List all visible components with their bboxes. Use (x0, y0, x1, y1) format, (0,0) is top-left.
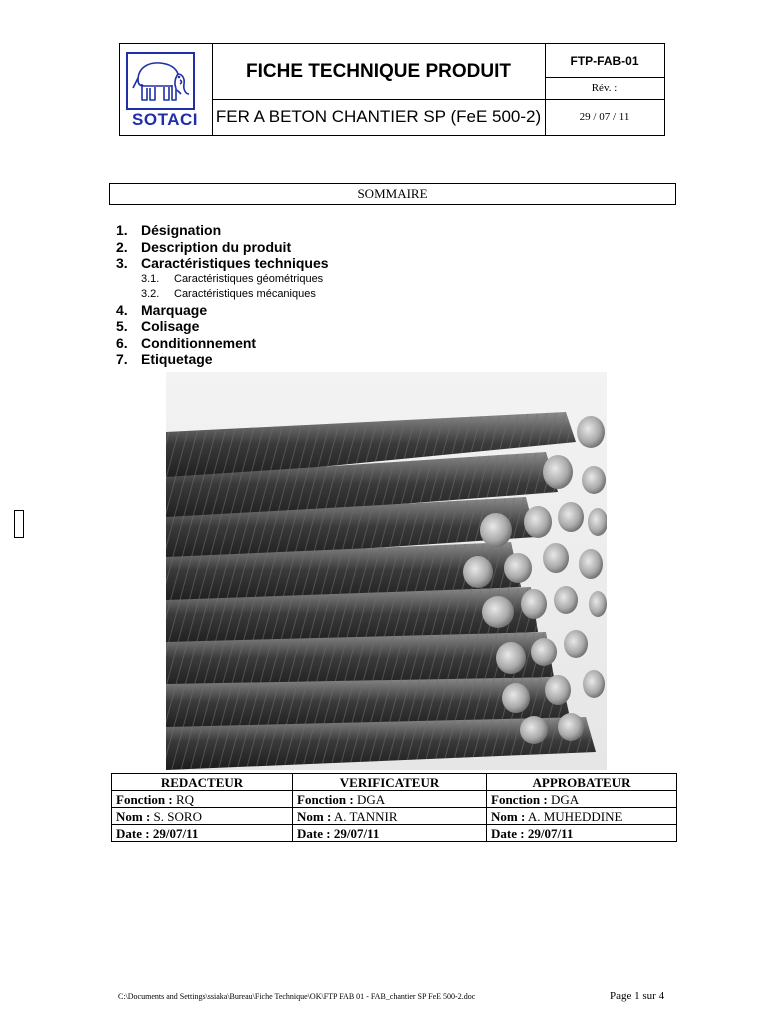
fonction-label: Fonction : (116, 791, 173, 807)
rebar-bundle-photo (166, 372, 607, 770)
toc-item-number: 5. (116, 318, 128, 334)
toc-item[interactable] (116, 255, 516, 272)
column-header-redacteur: REDACTEUR (112, 774, 293, 791)
nom-label: Nom : (297, 808, 332, 824)
revision-label: Rév. : (545, 77, 664, 100)
nom-label: Nom : (491, 808, 526, 824)
elephant-logo-icon (126, 52, 195, 110)
toc-item[interactable] (116, 335, 516, 352)
date-label: Date : (116, 825, 150, 841)
date-cell (293, 825, 487, 842)
toc-item-number: 2. (116, 238, 128, 255)
fonction-value: DGA (356, 791, 386, 807)
toc-item[interactable] (116, 222, 516, 239)
date-cell (112, 825, 293, 842)
toc-subitem-number: 3.2. (141, 287, 160, 300)
toc-item-label: Etiquetage (141, 351, 213, 367)
page-number: Page 1 sur 4 (610, 990, 665, 1002)
document-title: FICHE TECHNIQUE PRODUIT (212, 44, 546, 100)
fonction-value: DGA (550, 791, 580, 807)
text-cursor-icon (14, 510, 24, 538)
toc-item[interactable] (116, 239, 516, 256)
toc-item-number: 1. (116, 222, 128, 238)
footer-file-path: C:\Documents and Settings\ssiaka\Bureau\Fiche Technique\OK\FTP FAB 01 - FAB_chantier SP FeE 500-2.doc (118, 992, 476, 1001)
toc-subitem-number: 3.1. (141, 272, 160, 285)
nom-value: A. MUHEDDINE (527, 808, 623, 824)
column-header-verificateur: VERIFICATEUR (293, 774, 487, 791)
toc-item-label: Caractéristiques techniques (141, 255, 329, 271)
fonction-label: Fonction : (491, 791, 548, 807)
toc-item[interactable] (116, 302, 516, 319)
approval-table (111, 773, 677, 842)
date-row (112, 825, 677, 842)
toc-item-label: Conditionnement (141, 334, 257, 351)
column-header-approbateur: APPROBATEUR (487, 774, 677, 791)
toc-subitem-label: Caractéristiques mécaniques (174, 287, 316, 300)
nom-value: A. TANNIR (333, 808, 398, 824)
product-name: FER A BETON CHANTIER SP (FeE 500-2) (212, 99, 546, 135)
date-value: 29/07/11 (152, 825, 199, 841)
date-value: 29/07/11 (527, 825, 574, 841)
toc-subitem[interactable] (116, 287, 516, 302)
nom-value: S. SORO (153, 808, 202, 824)
nom-cell (293, 808, 487, 825)
toc-item-label: Désignation (141, 222, 222, 238)
fonction-value: RQ (175, 791, 195, 807)
company-logo-text: SOTACI (132, 110, 198, 129)
fonction-label: Fonction : (297, 791, 354, 807)
fonction-row (112, 791, 677, 808)
nom-row (112, 808, 677, 825)
document-header (119, 43, 665, 136)
nom-label: Nom : (116, 808, 151, 824)
sommaire-heading: SOMMAIRE (109, 183, 676, 205)
approval-header-row (112, 774, 677, 791)
toc-item-number: 7. (116, 351, 128, 367)
toc-item-number: 4. (116, 301, 128, 318)
toc-item[interactable] (116, 318, 516, 335)
toc-item-label: Description du produit (141, 238, 292, 255)
document-date: 29 / 07 / 11 (579, 111, 630, 123)
toc-item-number: 6. (116, 334, 128, 351)
date-value: 29/07/11 (333, 825, 380, 841)
date-cell (487, 825, 677, 842)
document-code: FTP-FAB-01 (545, 44, 664, 78)
toc-item-number: 3. (116, 255, 128, 271)
nom-cell (112, 808, 293, 825)
fonction-cell (112, 791, 293, 808)
date-label: Date : (297, 825, 331, 841)
nom-cell (487, 808, 677, 825)
table-of-contents (116, 222, 516, 368)
toc-item-label: Colisage (141, 318, 200, 334)
toc-subitem-label: Caractéristiques géométriques (174, 272, 324, 285)
fonction-cell (293, 791, 487, 808)
toc-item[interactable] (116, 351, 516, 368)
toc-subitem[interactable] (116, 272, 516, 287)
fonction-cell (487, 791, 677, 808)
toc-item-label: Marquage (141, 301, 208, 318)
logo-cell (120, 44, 213, 135)
date-label: Date : (491, 825, 525, 841)
